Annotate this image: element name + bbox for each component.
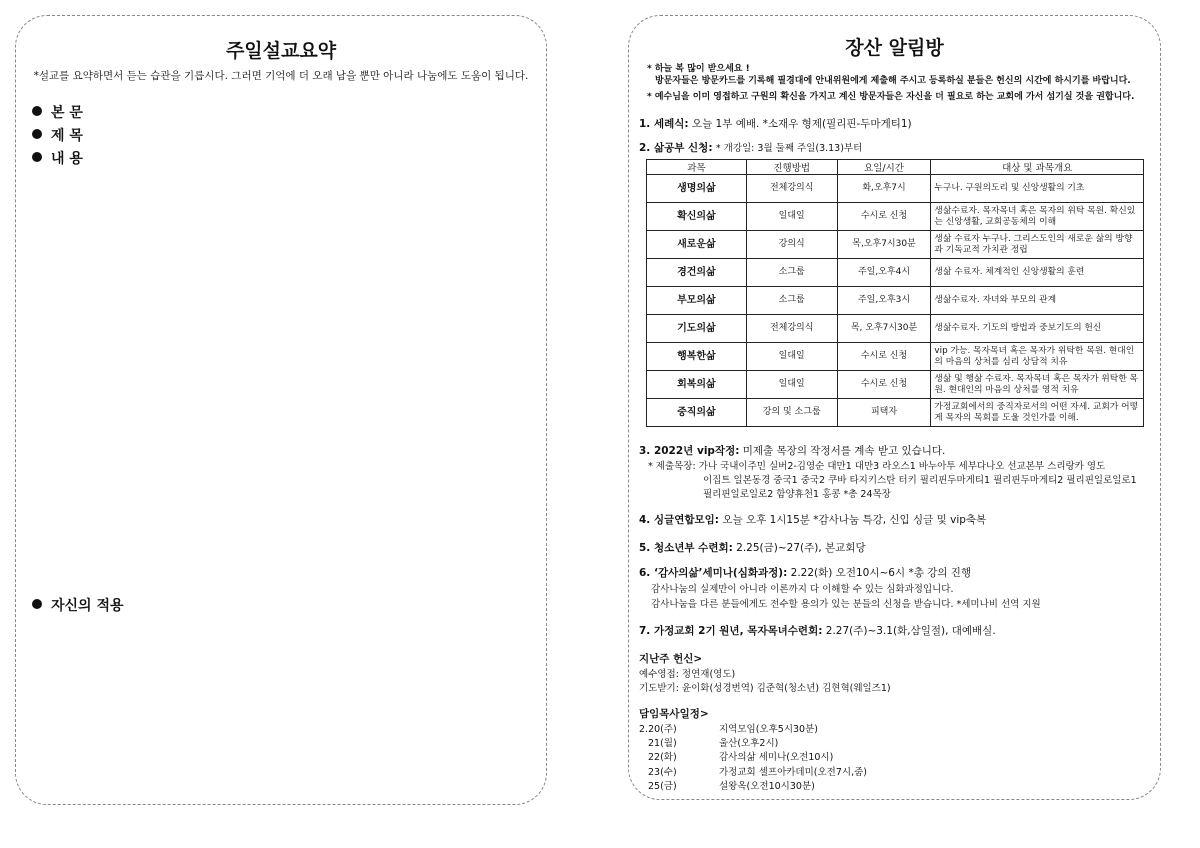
seminar-desc-1: 감사나눔의 실제만이 아니라 이론까지 다 이해할 수 있는 심화과정입니다. [651, 584, 954, 595]
table-cell: 수시로 신청 [837, 203, 931, 231]
table-cell: 생삶 및 행삶 수료자. 목자목녀 혹은 목자가 위탁한 목원. 현대인의 마음의 상처를 영적 치유 [931, 371, 1144, 399]
table-cell: 기도의삶 [647, 315, 747, 343]
table-cell: 가정교회에서의 중직자로서의 어떤 자세. 교회가 어떻게 목자의 목회를 도울 것인가를 이해. [931, 399, 1144, 427]
table-cell: 목,오후7시30분 [837, 231, 931, 259]
table-cell: 피택자 [837, 399, 931, 427]
schedule-row [639, 721, 867, 735]
table-cell: 소그룹 [746, 287, 837, 315]
bullet-application: 자신의 적용 [32, 595, 124, 615]
section-vip: 3. 2022년 vip작정: 미제출 목장의 작정서를 계속 받고 있습니다. [639, 445, 946, 457]
course-table [646, 159, 1144, 427]
table-cell: 생삶 수료자 누구나. 그리스도인의 새로운 삶의 방향과 기독교적 가치관 정립 [931, 231, 1144, 259]
table-cell: 일대일 [746, 371, 837, 399]
bullet-sermon-title: 제 목 [32, 125, 83, 145]
schedule-date: 21(월) [648, 738, 677, 750]
table-cell: 확신의삶 [647, 203, 747, 231]
vip-submitted-line1: * 제출목장: 가나 국내이주민 실버2-김영순 대만1 대만3 라오스1 바누아투 세부다나오 선교본부 스리랑카 영도 [648, 461, 1106, 472]
table-cell: 화,오후7시 [837, 175, 931, 203]
pastor-schedule-list [639, 721, 867, 792]
table-cell: 부모의삶 [647, 287, 747, 315]
table-row [647, 343, 1144, 371]
table-cell: 주일,오후4시 [837, 259, 931, 287]
vip-submitted-line2: 이집트 일본동경 중국1 중국2 쿠바 타지키스탄 터키 필리핀두마게티1 필리핀두마게티2 필리핀일로일로1 [703, 475, 1137, 486]
table-cell: 수시로 신청 [837, 371, 931, 399]
bullet-icon [32, 152, 42, 162]
table-cell: 회복의삶 [647, 371, 747, 399]
notice-visitors: 방문자들은 방문카드를 기록해 필경대에 안내위원에게 제출해 주시고 등록하실 분들은 헌신의 시간에 하시기를 바랍니다. [655, 76, 1131, 86]
notice-greeting: * 하늘 복 많이 받으세요 ! [647, 64, 750, 74]
pastor-schedule-title: 담임목사일정> [639, 708, 709, 720]
bullet-content: 내 용 [32, 148, 83, 168]
schedule-event: 감사의삶 세미나(오전10시) [719, 752, 834, 764]
table-row [647, 203, 1144, 231]
table-cell: 강의 및 소그룹 [746, 399, 837, 427]
table-row [647, 175, 1144, 203]
notice-visitors-2: * 예수님을 이미 영접하고 구원의 확신을 가지고 계신 방문자들은 자신을 더 필요로 하는 교회에 가서 섬기실 것을 권합니다. [647, 92, 1135, 102]
table-cell: 목, 오후7시30분 [837, 315, 931, 343]
bullet-icon [32, 599, 42, 609]
section-life-study: 2. 삶공부 신청: * 개강일: 3월 둘째 주일(3.13)부터 [639, 142, 863, 154]
schedule-row [639, 749, 867, 763]
schedule-event: 설왕옥(오전10시30분) [719, 780, 815, 792]
schedule-date: 23(수) [648, 766, 677, 778]
table-header-cell: 진행방법 [746, 160, 837, 175]
section-singles: 4. 싱글연합모임: 오늘 오후 1시15분 *감사나눔 특강, 신입 싱글 및 vip축복 [639, 514, 987, 526]
sermon-summary-panel [15, 15, 547, 805]
table-cell: 생삶수료자. 자녀와 부모의 관계 [931, 287, 1144, 315]
schedule-row [639, 735, 867, 749]
table-cell: 강의식 [746, 231, 837, 259]
table-body [647, 175, 1144, 427]
announcements-panel [628, 15, 1161, 800]
sermon-summary-title: 주일설교요약 [225, 40, 337, 62]
table-cell: 중직의삶 [647, 399, 747, 427]
bullet-icon [32, 106, 42, 116]
table-cell: 생삶 수료자. 체계적인 신앙생활의 훈련 [931, 259, 1144, 287]
section-baptism: 1. 세례식: 오늘 1부 예배. *소재우 형제(필리핀-두마게티1) [639, 118, 912, 130]
table-cell: vip 가능. 목자목녀 혹은 목자가 위탁한 목원. 현대인의 마음의 상처를 심리 상담적 치유 [931, 343, 1144, 371]
sermon-summary-note: *설교를 요약하면서 듣는 습관을 기릅시다. 그러면 기억에 더 오래 남을 뿐만 아니라 나눔에도 도움이 됩니다. [33, 70, 529, 82]
seminar-desc-2: 감사나눔을 다른 분들에게도 전수할 용의가 있는 분들의 신청을 받습니다. *세미나비 선역 지원 [651, 599, 1041, 610]
table-cell: 전체강의식 [746, 175, 837, 203]
last-week-line-1: 예수영접: 정연재(영도) [639, 669, 736, 680]
table-row [647, 315, 1144, 343]
table-cell: 새로운삶 [647, 231, 747, 259]
table-header-cell: 요일/시간 [837, 160, 931, 175]
table-row [647, 231, 1144, 259]
vip-submitted-line3: 필리핀일로일로2 함양휴천1 홍콩 *총 24목장 [703, 489, 891, 500]
last-week-title: 지난주 헌신> [639, 653, 703, 665]
table-cell: 일대일 [746, 203, 837, 231]
section-youth-retreat: 5. 청소년부 수련회: 2.25(금)~27(주), 본교회당 [639, 542, 866, 554]
table-header-cell: 과목 [647, 160, 747, 175]
schedule-row [639, 778, 867, 792]
table-cell: 경건의삶 [647, 259, 747, 287]
announcements-title: 장산 알림방 [845, 37, 944, 59]
section-gratitude-seminar: 6. ‘감사의삶’세미나(심화과정): 2.22(화) 오전10시~6시 *총 강의 진행 [639, 567, 972, 579]
schedule-event: 지역모임(오후5시30분) [719, 724, 818, 735]
table-cell: 소그룹 [746, 259, 837, 287]
table-header-row [647, 160, 1144, 175]
schedule-event: 가정교회 셀프아카데미(오전7시,줌) [719, 766, 867, 778]
table-cell: 주일,오후3시 [837, 287, 931, 315]
bullet-icon [32, 129, 42, 139]
schedule-date: 22(화) [648, 752, 677, 764]
table-header-cell: 대상 및 과목개요 [931, 160, 1144, 175]
table-row [647, 287, 1144, 315]
schedule-row [639, 764, 867, 778]
table-row [647, 259, 1144, 287]
table-cell: 행복한삶 [647, 343, 747, 371]
schedule-date: 25(금) [648, 780, 677, 792]
last-week-line-2: 기도받기: 윤이화(성경번역) 김준혁(청소년) 김현혁(웨일즈1) [639, 683, 891, 694]
table-cell: 수시로 신청 [837, 343, 931, 371]
section-leaders-retreat: 7. 가정교회 2기 원년, 목자목녀수련회: 2.27(주)~3.1(화,삼일절), 대예배실. [639, 625, 996, 637]
table-cell: 일대일 [746, 343, 837, 371]
table-cell: 생삶수료자. 목자목녀 혹은 목자의 위탁 목원. 확신있는 신앙생활, 교회공동체의 이해 [931, 203, 1144, 231]
table-row [647, 399, 1144, 427]
bullet-scripture: 본 문 [32, 102, 83, 122]
table-row [647, 371, 1144, 399]
schedule-event: 울산(오후2시) [719, 738, 779, 750]
table-cell: 생삶수료자. 기도의 방법과 중보기도의 헌신 [931, 315, 1144, 343]
table-cell: 누구나. 구원의도리 및 신앙생활의 기초 [931, 175, 1144, 203]
table-cell: 생명의삶 [647, 175, 747, 203]
table-cell: 전체강의식 [746, 315, 837, 343]
schedule-date: 2.20(주) [639, 724, 677, 735]
